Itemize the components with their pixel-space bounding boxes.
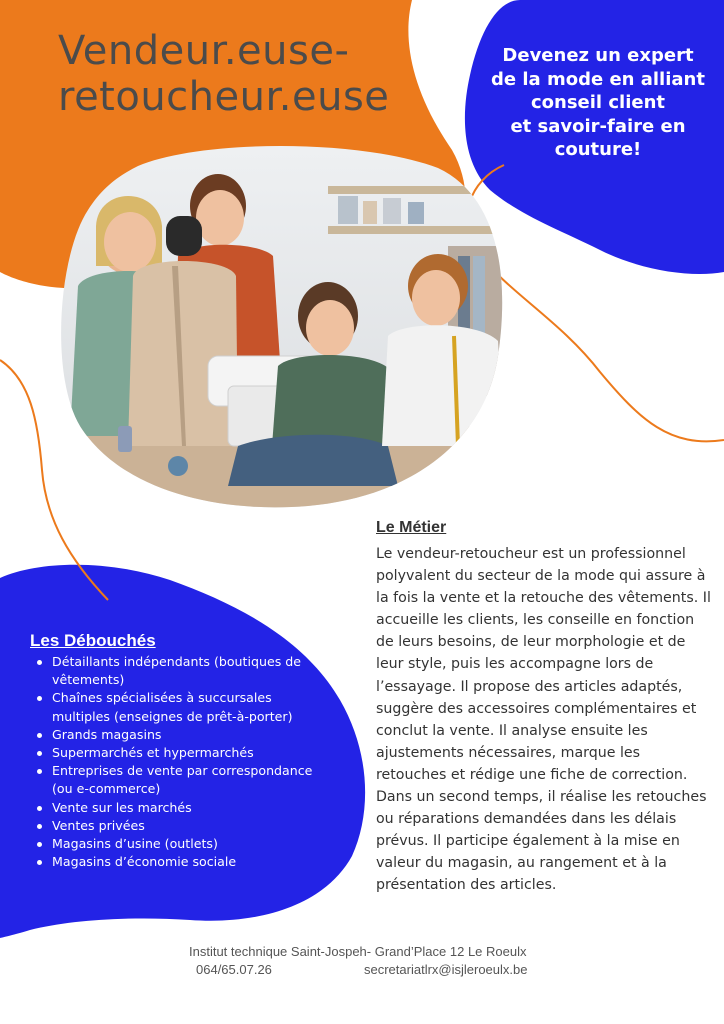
debouches-heading: Les Débouchés (30, 631, 156, 650)
tagline (480, 44, 716, 162)
title-line-2: retoucheur.euse (58, 74, 390, 120)
list-item: Magasins d’économie sociale (30, 853, 330, 871)
tagline-line-4: et savoir-faire en (510, 115, 686, 137)
metier-heading: Le Métier (376, 519, 447, 536)
footer-phone: 064/65.07.26 (196, 962, 272, 977)
list-item: Magasins d’usine (outlets) (30, 835, 330, 853)
page-title (58, 28, 438, 120)
list-item: Ventes privées (30, 817, 330, 835)
debouches-list (30, 653, 330, 871)
list-item: Grands magasins (30, 726, 330, 744)
tagline-line-2: de la mode en alliant (491, 68, 705, 90)
list-item: Entreprises de vente par correspondance (ou e-commerce) (30, 762, 330, 798)
footer-email[interactable]: secretariatlrx@isjleroeulx.be (364, 962, 528, 977)
list-item: Chaînes spécialisées à succursales multiples (enseignes de prêt-à-porter) (30, 689, 330, 725)
tagline-line-3: conseil client (530, 92, 665, 113)
list-item: Vente sur les marchés (30, 799, 330, 817)
workshop-photo-illustration (58, 146, 506, 508)
tagline-line-1: Devenez un expert (502, 45, 694, 66)
list-item: Détaillants indépendants (boutiques de vêtements) (30, 653, 330, 689)
workshop-photo (58, 146, 506, 508)
footer-address: Institut technique Saint-Jospeh- Grand’Place 12 Le Roeulx (189, 944, 527, 959)
metier-description: Le vendeur-retoucheur est un professionnel polyvalent du secteur de la mode qui assure à la fois la vente et la retouche des vêtements. Il accueille les clients, les conseille en fonction de leurs besoins, de leur morphologie et de leur style, puis les accompagne lors de l’essayage. Il propose des articles adaptés, suggère des accessoires complémentaires et conclut la vente. Il analyse ensuite les ajustements nécessaires, marque les retouches et rédige une fiche de correction. Dans un second temps, il réalise les retouches ou réparations demandées dans les délais prévus. Il participe également à la mise en valeur du magasin, au rangement et à la présentation des articles. (376, 546, 711, 894)
list-item: Supermarchés et hypermarchés (30, 744, 330, 762)
title-line-1: Vendeur.euse- (58, 28, 350, 74)
tagline-line-5: couture! (554, 139, 642, 160)
